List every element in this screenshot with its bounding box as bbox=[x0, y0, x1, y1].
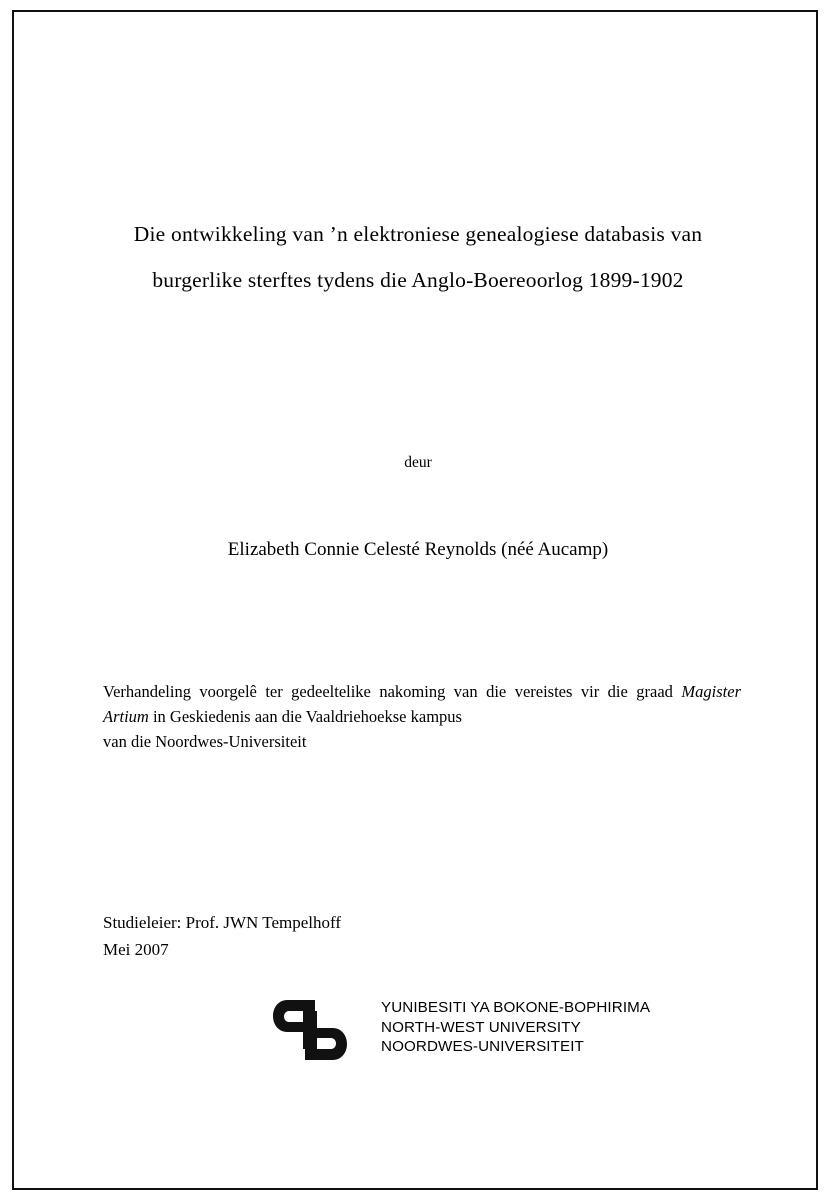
statement-part-1: Verhandeling voorgelê ter gedeeltelike nakoming van die vereistes vir die graad bbox=[103, 682, 682, 701]
author-name: Elizabeth Connie Celesté Reynolds (néé Aucamp) bbox=[227, 539, 609, 560]
supervisor-line: Studieleier: Prof. JWN Tempelhoff bbox=[103, 913, 342, 932]
degree-statement-paragraph bbox=[103, 679, 741, 729]
page-title bbox=[98, 211, 738, 303]
statement-part-3: van die Noordwes-Universiteit bbox=[103, 732, 307, 751]
degree-name: Magister Artium bbox=[103, 682, 741, 726]
page-sheet bbox=[28, 26, 802, 1174]
statement-part-2: in Geskiedenis aan die Vaaldriehoekse kampus bbox=[148, 707, 462, 726]
by-label: deur bbox=[404, 454, 432, 471]
logo-text-line-3: NOORDWES-UNIVERSITEIT bbox=[381, 1038, 584, 1055]
logo-text-line-1: YUNIBESITI YA BOKONE-BOPHIRIMA bbox=[381, 999, 651, 1016]
degree-statement bbox=[103, 679, 741, 754]
title-line-2: burgerlike sterftes tydens die Anglo-Boereoorlog 1899-1902 bbox=[152, 268, 684, 292]
university-logo bbox=[273, 993, 673, 1073]
supervisor-block bbox=[103, 909, 703, 963]
date-line: Mei 2007 bbox=[103, 940, 169, 959]
university-logo-text bbox=[381, 998, 650, 1057]
title-line-1: Die ontwikkeling van ’n elektroniese genealogiese databasis van bbox=[133, 222, 703, 246]
logo-text-line-2: NORTH-WEST UNIVERSITY bbox=[381, 1018, 581, 1036]
north-west-university-logo-icon bbox=[273, 996, 373, 1064]
